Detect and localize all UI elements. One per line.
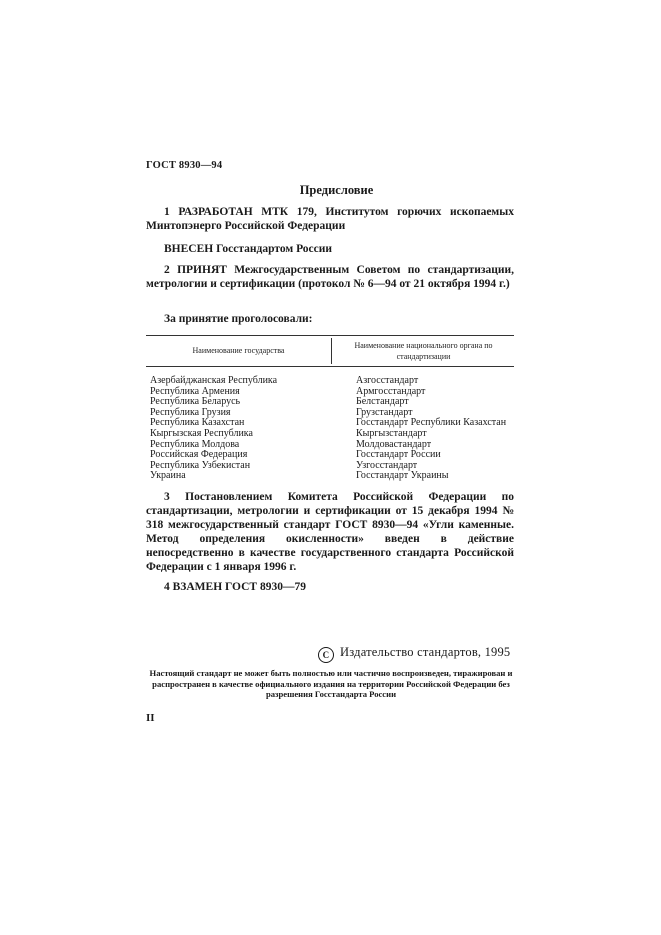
section-title: Предисловие <box>299 183 374 197</box>
copyright-line <box>318 645 510 663</box>
table-cell-state: Украина <box>150 470 186 482</box>
paragraph-resolution: 3 Постановлением Комитета Российской Федерации по стандартизации, метрологии и сертификации от 15 декабря 1994 № 318 межгосударственный стандарт ГОСТ 8930—94 «Угли каменные. Метод определения окисленности» введен в действие непосредственно в качестве государственного стандарта Российской Федерации с 1 января 1996 г. <box>146 491 514 573</box>
document-code: ГОСТ 8930—94 <box>146 160 223 171</box>
page-number: II <box>146 712 155 724</box>
paragraph-adopted-text: Межгосударственным Советом по стандартизации, метрологии и сертификации (протокол № 6—94 от 21 октября 1994 г.) <box>146 264 514 290</box>
table-cell-body: Госстандарт Украины <box>356 470 449 482</box>
paragraph-developed-lead: 1 РАЗРАБОТАН МТК 179, <box>164 206 317 218</box>
table-cell-state: Республика Армения <box>150 385 240 397</box>
table-cell-state: Республика Узбекистан <box>150 459 251 471</box>
paragraph-developed-text: Институтом горючих ископаемых Минтопэнерго Российской Федерации <box>146 206 514 232</box>
copyright-icon: C <box>318 647 334 663</box>
table-cell-body: Молдовастандарт <box>356 438 432 450</box>
table-cell-state: Азербайджанская Республика <box>150 375 278 386</box>
table-cell-state: Республика Молдова <box>150 438 240 450</box>
paragraph-introduced-lead: ВНЕСЕН <box>164 243 214 255</box>
paragraph-adopted <box>146 263 514 291</box>
table-cell-body: Белстандарт <box>356 396 409 408</box>
paragraph-adopted-lead: 2 ПРИНЯТ <box>164 264 227 276</box>
table-cell-state: Республика Грузия <box>150 406 231 418</box>
reproduction-notice: Настоящий стандарт не может быть полностью или частично воспроизведен, тиражирован и распространен в качестве официального издания на территории Российской Федерации без разрешения Госстандарта России <box>149 668 513 700</box>
table-cell-state: Кыргызская Республика <box>150 427 253 439</box>
table-cell-body: Грузстандарт <box>356 406 413 418</box>
table-top-rule <box>146 335 514 336</box>
table-cell-body: Узгосстандарт <box>356 459 418 471</box>
table-cell-body: Госстандарт Республики Казахстан <box>356 417 507 429</box>
table-cell-body: Кыргызстандарт <box>356 427 427 439</box>
copyright-text: Издательство стандартов, 1995 <box>340 645 511 659</box>
table-cell-state: Республика Казахстан <box>150 417 245 429</box>
table-cell-body: Азгосстандарт <box>356 375 419 386</box>
table-cell-state: Российская Федерация <box>150 449 248 461</box>
table-bodies-column <box>356 376 526 482</box>
voted-title: За принятие проголосовали: <box>164 313 313 325</box>
table-header-divider <box>331 338 332 364</box>
table-cell-state: Республика Беларусь <box>150 396 241 408</box>
paragraph-replaces: 4 ВЗАМЕН ГОСТ 8930—79 <box>164 581 306 593</box>
table-states-column <box>150 376 330 482</box>
paragraph-introduced <box>146 242 514 256</box>
paragraph-developed <box>146 205 514 233</box>
paragraph-introduced-text: Госстандартом России <box>213 243 333 255</box>
table-header-body: Наименование национального органа по стандартизации <box>354 341 493 361</box>
table-cell-body: Армгосстандарт <box>356 385 426 397</box>
table-header-state: Наименование государства <box>192 346 285 355</box>
table-cell-body: Госстандарт России <box>356 449 441 461</box>
table-header-rule <box>146 366 514 367</box>
